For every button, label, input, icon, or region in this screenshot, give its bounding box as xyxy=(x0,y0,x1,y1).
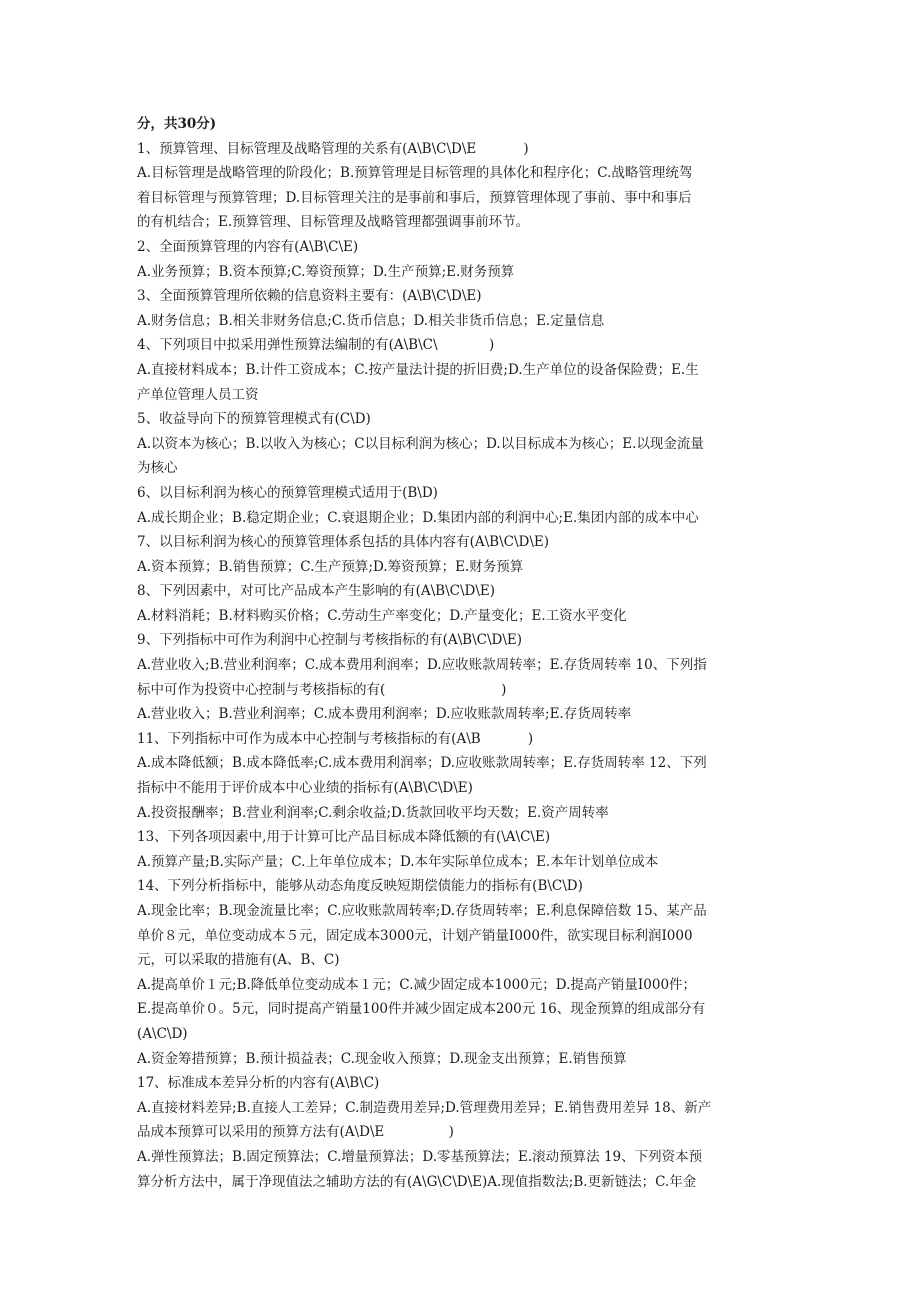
text-line: A.投资报酬率；B.营业利润率;C.剩余收益;D.货款回收平均天数；E.资产周转率 xyxy=(137,804,609,821)
text-line: A.直接材料差异;B.直接人工差异；C.制造费用差异;D.管理费用差异；E.销售费用差异 18、新产 xyxy=(137,1099,712,1116)
text-line: 6、以目标利润为核心的预算管理模式适用于(B\D) xyxy=(137,484,438,501)
text-line: A.资金筹措预算；B.预计损益表；C.现金收入预算；D.现金支出预算；E.销售预算 xyxy=(137,1050,627,1067)
text-line: 产单位管理人员工资 xyxy=(137,386,259,403)
text-line: A.成长期企业；B.稳定期企业；C.衰退期企业；D.集团内部的利润中心;E.集团内部的成本中心 xyxy=(137,509,699,526)
section-heading: 分，共30分) xyxy=(137,116,217,132)
question-text-block xyxy=(137,112,787,1194)
text-line: A.提高单价１元;B.降低单位变动成本１元；C.减少固定成本1000元；D.提高产销量I000件； xyxy=(137,976,697,993)
text-line: 11、下列指标中可作为成本中心控制与考核指标的有(A\B ) xyxy=(137,730,534,747)
text-line: 算分析方法中，属于净现值法之辅助方法的有(A\G\C\D\E)A.现值指数法;B.更新链法；C.年金 xyxy=(137,1173,697,1190)
text-line: 8、下列因素中，对可比产品成本产生影响的有(A\B\C\D\E) xyxy=(137,583,495,600)
text-line: 为核心 xyxy=(137,460,178,477)
text-line: A.营业收入;B.营业利润率；C.成本费用利润率；D.应收账款周转率；E.存货周转率 10、下列指 xyxy=(137,657,707,674)
text-line: 指标中不能用于评价成本中心业绩的指标有(A\B\C\D\E) xyxy=(137,780,473,797)
text-line: A.目标管理是战略管理的阶段化；B.预算管理是目标管理的具体化和程序化；C.战略管理统驾 xyxy=(137,165,693,182)
text-line: (A\C\D) xyxy=(137,1025,188,1042)
text-line: 品成本预算可以采用的预算方法有(A\D\E ) xyxy=(137,1124,454,1141)
text-line: 1、预算管理、目标管理及战略管理的关系有(A\B\C\D\E ) xyxy=(137,140,529,157)
text-line: 17、标准成本差异分析的内容有(A\B\C) xyxy=(137,1075,380,1092)
text-line: A.营业收入；B.营业利润率；C.成本费用利润率；D.应收账款周转率;E.存货周转率 xyxy=(137,706,632,723)
text-line: A.财务信息；B.相关非财务信息;C.货币信息；D.相关非货币信息；E.定量信息 xyxy=(137,312,605,329)
text-line: 9、下列指标中可作为利润中心控制与考核指标的有(A\B\C\D\E) xyxy=(137,632,522,649)
text-line: 2、全面预算管理的内容有(A\B\C\E) xyxy=(137,238,359,255)
text-line: A.预算产量;B.实际产量；C.上年单位成本；D.本年实际单位成本；E.本年计划单位成本 xyxy=(137,853,659,870)
text-line: A.弹性预算法；B.固定预算法；C.增量预算法；D.零基预算法；E.滚动预算法 19、下列资本预 xyxy=(137,1148,703,1165)
text-line: A.以资本为核心；B.以收入为核心；C以目标利润为核心；D.以目标成本为核心；E.以现金流量 xyxy=(137,435,704,452)
text-line: 单价８元，单位变动成本５元，固定成本3000元，计划产销量I000件，欲实现目标利润I000 xyxy=(137,927,693,944)
text-line: 14、下列分析指标中，能够从动态角度反映短期偿债能力的指标有(B\C\D) xyxy=(137,878,583,895)
text-line: 的有机结合；E.预算管理、目标管理及战略管理都强调事前环节。 xyxy=(137,214,530,231)
text-line: 元，可以采取的措施有(A、B、C) xyxy=(137,952,340,969)
text-line: A.材料消耗；B.材料购买价格；C.劳动生产率变化；D.产量变化；E.工资水平变化 xyxy=(137,607,627,624)
text-line: 13、下列各项因素中,用于计算可比产品目标成本降低额的有(\A\C\E) xyxy=(137,829,551,846)
text-line: A.成本降低额；B.成本降低率;C.成本费用利润率；D.应收账款周转率；E.存货周转率 12、下列 xyxy=(137,755,707,772)
text-line: 4、下列项目中拟采用弹性预算法编制的有(A\B\C\ ) xyxy=(137,337,495,354)
text-line: 标中可作为投资中心控制与考核指标的有( ) xyxy=(137,681,507,698)
text-line: 着目标管理与预算管理；D.目标管理关注的是事前和事后，预算管理体现了事前、事中和事后 xyxy=(137,189,692,206)
text-line: 5、收益导向下的预算管理模式有(C\D) xyxy=(137,411,371,428)
text-line: E.提高单价０。5元，同时提高产销量100件并减少固定成本200元 16、现金预算的组成部分有 xyxy=(137,1001,706,1018)
text-line: A.现金比率；B.现金流量比率；C.应收账款周转率;D.存货周转率；E.利息保障倍数 15、某产品 xyxy=(137,903,707,919)
text-line: 3、全面预算管理所依赖的信息资料主要有：(A\B\C\D\E) xyxy=(137,288,482,305)
text-line: 7、以目标利润为核心的预算管理体系包括的具体内容有(A\B\C\D\E) xyxy=(137,534,549,551)
text-line: A.资本预算；B.销售预算；C.生产预算;D.筹资预算；E.财务预算 xyxy=(137,558,524,575)
text-line: A.业务预算；B.资本预算;C.筹资预算；D.生产预算;E.财务预算 xyxy=(137,263,515,280)
text-line: A.直接材料成本；B.计件工资成本；C.按产量法计提的折旧费;D.生产单位的设备保险费；E.生 xyxy=(137,361,699,378)
